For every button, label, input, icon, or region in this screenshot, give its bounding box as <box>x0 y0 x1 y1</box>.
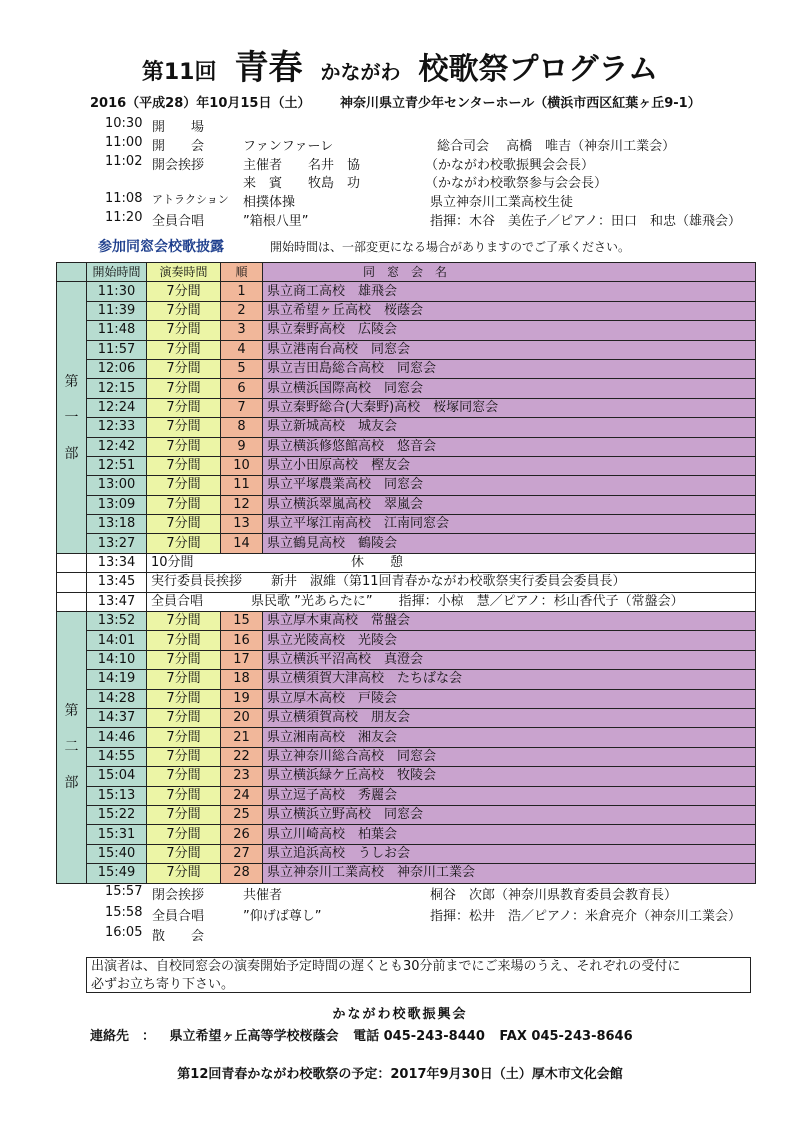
table-row <box>57 340 756 359</box>
part-label-char: 部 <box>64 775 79 792</box>
duration: 7分間 <box>147 495 221 514</box>
part-label <box>57 612 87 883</box>
duration: 7分間 <box>147 631 221 650</box>
intermission-detail: 新井 淑維（第11回青春かながわ校歌祭実行委員会委員長） <box>271 574 626 590</box>
start-time: 12:06 <box>87 359 147 378</box>
start-time: 12:42 <box>87 437 147 456</box>
table-row <box>57 476 756 495</box>
table-row <box>57 728 756 747</box>
start-time: 14:19 <box>87 670 147 689</box>
table-row <box>57 359 756 378</box>
start-time: 14:01 <box>87 631 147 650</box>
alumni-name: 県立横浜修悠館高校 悠音会 <box>263 437 756 456</box>
duration: 7分間 <box>147 476 221 495</box>
title-program: 校歌祭プログラム <box>418 52 659 87</box>
intermission-time: 13:45 <box>87 573 147 592</box>
table-row <box>57 301 756 320</box>
table-row <box>57 495 756 514</box>
alumni-name: 県立横浜平沼高校 真澄会 <box>263 650 756 669</box>
alumni-name: 県立平塚江南高校 江南同窓会 <box>263 515 756 534</box>
next-event: 第12回青春かながわ校歌祭の予定：2017年9月30日（土）厚木市文化会館 <box>177 1067 623 1082</box>
table-row <box>57 612 756 631</box>
start-time: 15:40 <box>87 844 147 863</box>
order-number: 22 <box>221 747 263 766</box>
order-number: 5 <box>221 359 263 378</box>
start-time: 11:48 <box>87 321 147 340</box>
contact-org: 県立希望ヶ丘高等学校桜蔭会 <box>169 1029 339 1044</box>
order-number: 1 <box>221 282 263 301</box>
duration: 7分間 <box>147 689 221 708</box>
duration: 7分間 <box>147 864 221 883</box>
alumni-name: 県立横浜立野高校 同窓会 <box>263 805 756 824</box>
start-time: 15:13 <box>87 786 147 805</box>
table-row <box>57 515 756 534</box>
order-number: 21 <box>221 728 263 747</box>
order-number: 19 <box>221 689 263 708</box>
part-label <box>57 282 87 553</box>
duration: 7分間 <box>147 398 221 417</box>
alumni-name: 県立横須賀大津高校 たちばな会 <box>263 670 756 689</box>
duration: 7分間 <box>147 379 221 398</box>
alumni-name: 県立秦野総合(大秦野)高校 桜塚同窓会 <box>263 398 756 417</box>
table-row <box>57 844 756 863</box>
start-time: 15:49 <box>87 864 147 883</box>
duration: 7分間 <box>147 612 221 631</box>
duration: 7分間 <box>147 767 221 786</box>
order-number: 24 <box>221 786 263 805</box>
intermission-detail: 休 憩 <box>351 555 404 571</box>
duration: 7分間 <box>147 747 221 766</box>
start-time: 15:31 <box>87 825 147 844</box>
part-label-char: 第 <box>64 373 79 390</box>
duration: 7分間 <box>147 456 221 475</box>
intermission-row <box>57 592 756 611</box>
duration: 7分間 <box>147 534 221 553</box>
start-time: 12:24 <box>87 398 147 417</box>
table-row <box>57 631 756 650</box>
page-title <box>0 40 800 89</box>
duration: 7分間 <box>147 321 221 340</box>
duration: 7分間 <box>147 301 221 320</box>
start-time: 13:09 <box>87 495 147 514</box>
table-header-row <box>57 263 756 282</box>
event-venue: 神奈川県立青少年センターホール（横浜市西区紅葉ヶ丘9-1） <box>340 96 701 111</box>
start-time: 15:04 <box>87 767 147 786</box>
table-row <box>57 689 756 708</box>
intermission-text <box>147 553 756 572</box>
duration: 7分間 <box>147 786 221 805</box>
contact-info <box>90 1025 633 1044</box>
performer-notice: 出演者は、自校同窓会の演奏開始予定時間の遅くとも30分前までにご来場のうえ、それぞれの受付に 必ずお立ち寄り下さい。 <box>86 957 751 993</box>
order-number: 11 <box>221 476 263 495</box>
start-time: 12:51 <box>87 456 147 475</box>
duration: 7分間 <box>147 340 221 359</box>
section-heading: 参加同窓会校歌披露 <box>98 239 224 255</box>
table-row <box>57 650 756 669</box>
table-row <box>57 379 756 398</box>
alumni-name: 県立湘南高校 湘友会 <box>263 728 756 747</box>
alumni-name: 県立新城高校 城友会 <box>263 418 756 437</box>
table-row <box>57 534 756 553</box>
order-number: 28 <box>221 864 263 883</box>
alumni-name: 県立商工高校 雄飛会 <box>263 282 756 301</box>
title-kanagawa: かながわ <box>320 60 401 84</box>
header-duration: 演奏時間 <box>147 263 221 282</box>
duration: 7分間 <box>147 437 221 456</box>
alumni-name: 県立厚木高校 戸陵会 <box>263 689 756 708</box>
alumni-name: 県立横浜国際高校 同窓会 <box>263 379 756 398</box>
table-row <box>57 708 756 727</box>
table-row <box>57 282 756 301</box>
order-number: 9 <box>221 437 263 456</box>
part-label-char: 二 <box>64 739 79 756</box>
order-number: 12 <box>221 495 263 514</box>
order-number: 17 <box>221 650 263 669</box>
duration: 7分間 <box>147 805 221 824</box>
order-number: 7 <box>221 398 263 417</box>
order-number: 15 <box>221 612 263 631</box>
duration: 7分間 <box>147 650 221 669</box>
table-row <box>57 670 756 689</box>
alumni-name: 県立川崎高校 柏葉会 <box>263 825 756 844</box>
start-time: 13:52 <box>87 612 147 631</box>
title-edition: 第11回 <box>141 60 217 85</box>
order-number: 27 <box>221 844 263 863</box>
order-number: 8 <box>221 418 263 437</box>
alumni-name: 県立秦野高校 広陵会 <box>263 321 756 340</box>
header-alumni-name: 同 窓 会 名 <box>263 263 756 282</box>
intermission-title: 全員合唱 <box>151 593 204 609</box>
alumni-name: 県立小田原高校 樫友会 <box>263 456 756 475</box>
start-time: 14:46 <box>87 728 147 747</box>
order-number: 18 <box>221 670 263 689</box>
section-note: 開始時間は、一部変更になる場合がありますのでご了承ください。 <box>270 240 631 254</box>
start-time: 13:00 <box>87 476 147 495</box>
alumni-name: 県立神奈川総合高校 同窓会 <box>263 747 756 766</box>
alumni-name: 県立神奈川工業高校 神奈川工業会 <box>263 864 756 883</box>
intermission-row <box>57 553 756 572</box>
start-time: 14:55 <box>87 747 147 766</box>
start-time: 14:37 <box>87 708 147 727</box>
table-row <box>57 418 756 437</box>
order-number: 20 <box>221 708 263 727</box>
header-start-time: 開始時間 <box>87 263 147 282</box>
start-time: 13:27 <box>87 534 147 553</box>
start-time: 13:18 <box>87 515 147 534</box>
alumni-name: 県立追浜高校 うしお会 <box>263 844 756 863</box>
table-row <box>57 456 756 475</box>
intermission-blank <box>57 592 87 611</box>
start-time: 11:57 <box>87 340 147 359</box>
duration: 7分間 <box>147 418 221 437</box>
start-time: 12:15 <box>87 379 147 398</box>
contact-label: 連絡先 ： <box>90 1029 156 1044</box>
intermission-title: 実行委員長挨拶 <box>151 574 243 590</box>
table-row <box>57 805 756 824</box>
order-number: 4 <box>221 340 263 359</box>
duration: 7分間 <box>147 282 221 301</box>
alumni-name: 県立厚木東高校 常盤会 <box>263 612 756 631</box>
order-number: 16 <box>221 631 263 650</box>
order-number: 10 <box>221 456 263 475</box>
program-table <box>56 262 756 884</box>
table-row <box>57 321 756 340</box>
table-row <box>57 398 756 417</box>
alumni-name: 県立横浜翠嵐高校 翠嵐会 <box>263 495 756 514</box>
intermission-text <box>147 592 756 611</box>
start-time: 14:10 <box>87 650 147 669</box>
duration: 7分間 <box>147 728 221 747</box>
order-number: 23 <box>221 767 263 786</box>
table-row <box>57 864 756 883</box>
table-row <box>57 825 756 844</box>
order-number: 2 <box>221 301 263 320</box>
duration: 7分間 <box>147 844 221 863</box>
duration: 7分間 <box>147 359 221 378</box>
intermission-time: 13:47 <box>87 592 147 611</box>
alumni-name: 県立港南台高校 同窓会 <box>263 340 756 359</box>
start-time: 11:39 <box>87 301 147 320</box>
table-row <box>57 747 756 766</box>
order-number: 26 <box>221 825 263 844</box>
alumni-name: 県立横浜緑ケ丘高校 牧陵会 <box>263 767 756 786</box>
start-time: 12:33 <box>87 418 147 437</box>
intermission-blank <box>57 553 87 572</box>
intermission-time: 13:34 <box>87 553 147 572</box>
duration: 7分間 <box>147 670 221 689</box>
intermission-text <box>147 573 756 592</box>
header-order: 順 <box>221 263 263 282</box>
order-number: 14 <box>221 534 263 553</box>
alumni-name: 県立横須賀高校 朋友会 <box>263 708 756 727</box>
alumni-name: 県立平塚農業高校 同窓会 <box>263 476 756 495</box>
order-number: 6 <box>221 379 263 398</box>
contact-fax: FAX 045-243-8646 <box>499 1029 633 1044</box>
intermission-row <box>57 573 756 592</box>
start-time: 11:30 <box>87 282 147 301</box>
duration: 7分間 <box>147 825 221 844</box>
start-time: 15:22 <box>87 805 147 824</box>
alumni-name: 県立鶴見高校 鶴陵会 <box>263 534 756 553</box>
duration: 7分間 <box>147 708 221 727</box>
part-label-char: 一 <box>64 409 79 426</box>
order-number: 3 <box>221 321 263 340</box>
alumni-name: 県立光陵高校 光陵会 <box>263 631 756 650</box>
contact-tel: 電話 045-243-8440 <box>353 1029 485 1044</box>
alumni-name: 県立希望ヶ丘高校 桜蔭会 <box>263 301 756 320</box>
table-row <box>57 786 756 805</box>
alumni-name: 県立吉田島総合高校 同窓会 <box>263 359 756 378</box>
intermission-detail: 県民歌 ”光あらたに” 指揮：小椋 慧／ピアノ：杉山香代子（常盤会） <box>251 593 684 609</box>
event-date: 2016（平成28）年10月15日（土） <box>90 96 311 111</box>
part-label-char: 第 <box>64 703 79 720</box>
intermission-blank <box>57 573 87 592</box>
part-label-char: 部 <box>64 445 79 462</box>
order-number: 13 <box>221 515 263 534</box>
table-row <box>57 767 756 786</box>
intermission-title: 10分間 <box>151 555 194 571</box>
table-row <box>57 437 756 456</box>
title-seishun: 青春 <box>234 48 303 88</box>
alumni-name: 県立逗子高校 秀麗会 <box>263 786 756 805</box>
start-time: 14:28 <box>87 689 147 708</box>
order-number: 25 <box>221 805 263 824</box>
duration: 7分間 <box>147 515 221 534</box>
header-part-cell <box>57 263 87 282</box>
organizer-name: かながわ校歌振興会 <box>332 1007 468 1022</box>
